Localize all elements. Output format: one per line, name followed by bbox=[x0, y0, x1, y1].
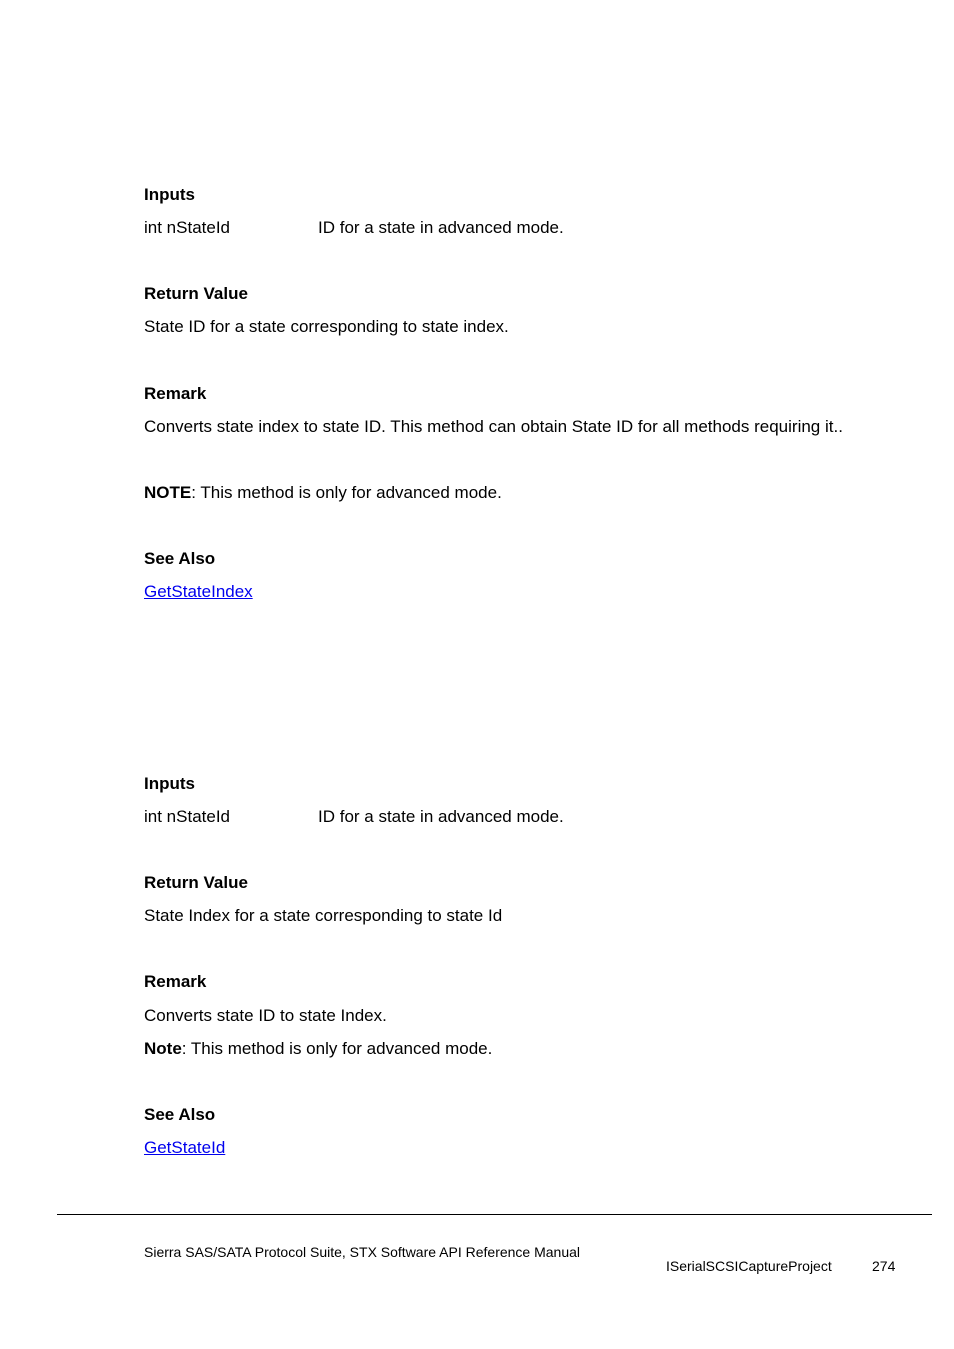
param-name: int nStateId bbox=[144, 218, 231, 237]
inputs-heading: Inputs bbox=[144, 774, 195, 793]
see-also-link-getstateid[interactable]: GetStateId bbox=[144, 1138, 226, 1157]
note-line bbox=[144, 1039, 492, 1059]
note-label: NOTE bbox=[144, 483, 192, 502]
remark-text: Converts state index to state ID. This method can obtain State ID for all methods requiring it.. bbox=[144, 417, 843, 436]
param-name: int nStateId bbox=[144, 807, 231, 826]
return-value-heading: Return Value bbox=[144, 873, 248, 892]
note-line bbox=[144, 483, 502, 503]
remark-text: Converts state ID to state Index. bbox=[144, 1006, 387, 1025]
footer-section-name: ISerialSCSICaptureProject bbox=[666, 1258, 832, 1274]
inputs-heading: Inputs bbox=[144, 185, 195, 204]
see-also-link-getstateindex[interactable]: GetStateIndex bbox=[144, 582, 253, 601]
return-value-text: State ID for a state corresponding to state index. bbox=[144, 317, 509, 336]
see-also-heading: See Also bbox=[144, 549, 216, 568]
note-text: : This method is only for advanced mode. bbox=[191, 483, 502, 502]
footer-manual-title: Sierra SAS/SATA Protocol Suite, STX Software API Reference Manual bbox=[144, 1244, 581, 1260]
return-value-heading: Return Value bbox=[144, 284, 248, 303]
remark-heading: Remark bbox=[144, 384, 207, 403]
note-text: : This method is only for advanced mode. bbox=[181, 1039, 493, 1058]
remark-heading: Remark bbox=[144, 972, 207, 991]
see-also-heading: See Also bbox=[144, 1105, 216, 1124]
param-description: ID for a state in advanced mode. bbox=[318, 807, 564, 826]
footer-divider bbox=[57, 1214, 932, 1215]
param-description: ID for a state in advanced mode. bbox=[318, 218, 564, 237]
footer-page-number: 274 bbox=[872, 1258, 896, 1274]
note-label: Note bbox=[144, 1039, 182, 1058]
return-value-text: State Index for a state corresponding to state Id bbox=[144, 906, 503, 925]
